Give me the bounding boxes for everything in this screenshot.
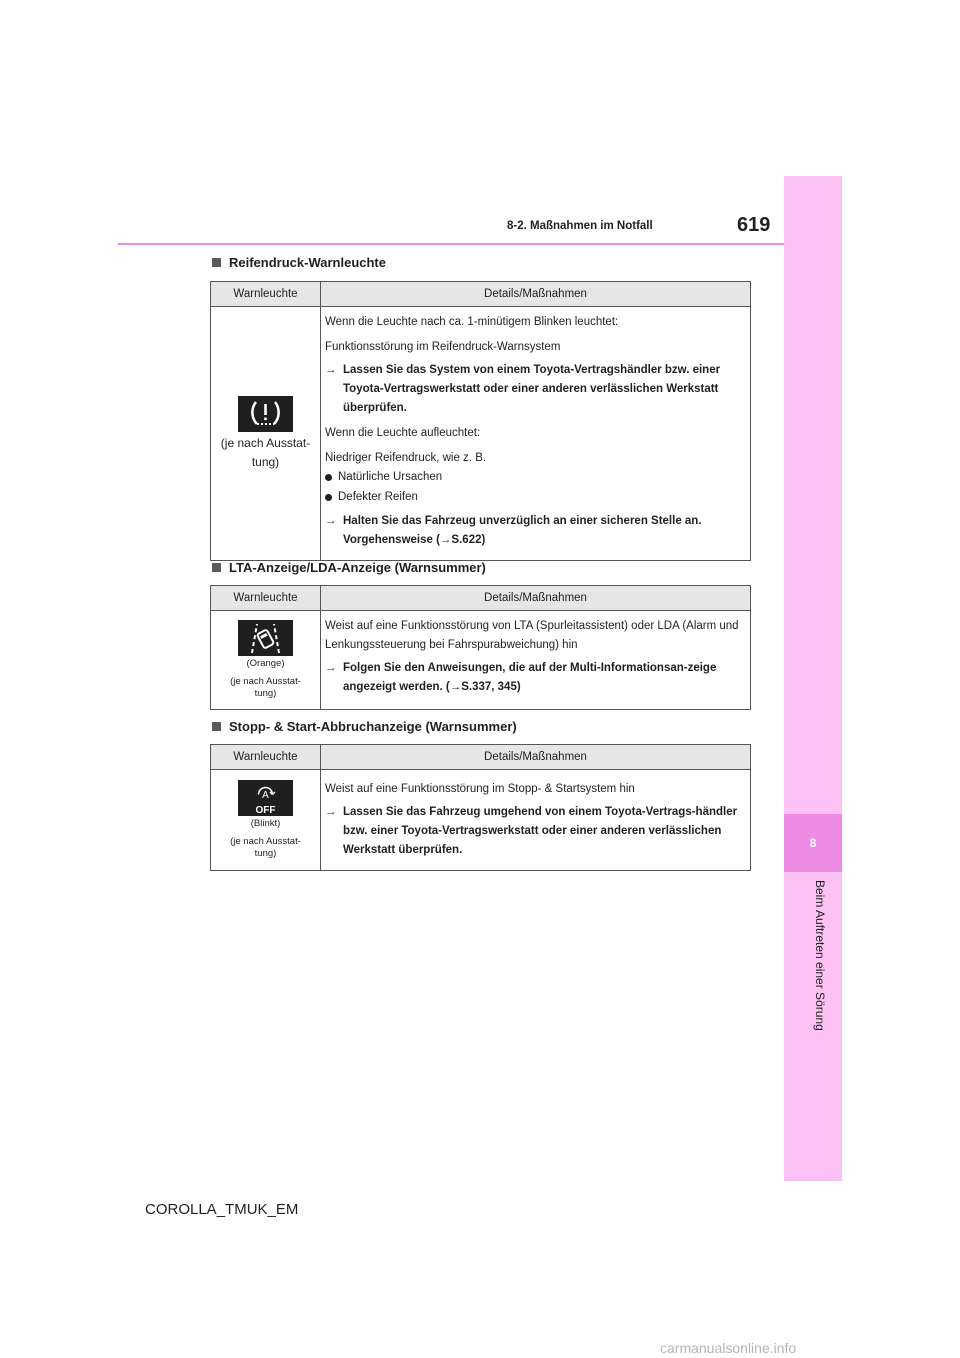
desc-text: Funktionsstörung im Reifendruck-Warnsystem bbox=[325, 341, 561, 353]
heading-lane-assist bbox=[212, 560, 486, 575]
section-title: 8-2. Maßnahmen im Notfall bbox=[507, 220, 653, 232]
icon-cell bbox=[211, 611, 321, 710]
col-header-details: Details/Maßnahmen bbox=[321, 745, 751, 770]
table-row bbox=[211, 307, 751, 561]
heading-text: Reifendruck-Warnleuchte bbox=[229, 255, 386, 270]
icon-caption: tung) bbox=[251, 454, 280, 469]
icon-caption: (je nach Ausstat- bbox=[220, 435, 311, 450]
col-header-warnleuchte: Warnleuchte bbox=[211, 745, 321, 770]
heading-square-icon bbox=[212, 722, 221, 731]
icon-caption: tung) bbox=[254, 848, 277, 859]
chapter-number: 8 bbox=[784, 814, 842, 872]
col-header-warnleuchte: Warnleuchte bbox=[211, 282, 321, 307]
desc-text: Niedriger Reifendruck, wie z. B. bbox=[325, 452, 487, 464]
heading-text: LTA-Anzeige/LDA-Anzeige (Warnsummer) bbox=[229, 560, 486, 575]
watermark: carmanualsonline.info bbox=[660, 1340, 797, 1356]
table-row bbox=[211, 611, 751, 710]
desc-text: Wenn die Leuchte aufleuchtet: bbox=[325, 427, 481, 439]
icon-caption: (Blinkt) bbox=[250, 818, 281, 829]
header-divider bbox=[118, 243, 784, 245]
action-item bbox=[325, 512, 746, 550]
col-header-details: Details/Maßnahmen bbox=[321, 586, 751, 611]
arrow-icon: → bbox=[325, 515, 337, 527]
table-row bbox=[211, 770, 751, 871]
heading-text: Stopp- & Start-Abbruchanzeige (Warnsummer) bbox=[229, 719, 517, 734]
desc-text: Weist auf eine Funktionsstörung von LTA (Spurleitassistent) oder LDA (Alarm und Lenkungssteuerung bei Fahrspurabweichung) hin bbox=[325, 620, 739, 651]
col-header-warnleuchte: Warnleuchte bbox=[211, 586, 321, 611]
arrow-icon: → bbox=[325, 364, 337, 376]
bullet-text: Natürliche Ursachen bbox=[338, 471, 443, 483]
heading-tire-pressure bbox=[212, 255, 386, 270]
icon-letter: A bbox=[262, 790, 269, 801]
bullet-text: Defekter Reifen bbox=[338, 491, 418, 503]
bullet-icon bbox=[325, 468, 338, 488]
chapter-title: Beim Auftreten einer Sörung bbox=[813, 880, 827, 1031]
action-text: Folgen Sie den Anweisungen, die auf der Multi-Informationsan-zeige angezeigt werden. (→S.337, 345) bbox=[343, 662, 717, 693]
arrow-icon: → bbox=[325, 662, 337, 674]
icon-cell bbox=[211, 770, 321, 871]
action-item bbox=[325, 659, 746, 697]
icon-caption: (je nach Ausstat- bbox=[230, 836, 301, 847]
details-cell bbox=[321, 611, 751, 710]
icon-caption: tung) bbox=[254, 688, 277, 699]
footer-model: COROLLA_TMUK_EM bbox=[145, 1201, 299, 1218]
bullet-item bbox=[325, 488, 746, 508]
desc-text: Weist auf eine Funktionsstörung im Stopp- & Startsystem hin bbox=[325, 783, 635, 795]
details-cell bbox=[321, 770, 751, 871]
icon-off-text: OFF bbox=[255, 805, 276, 816]
stop-start-off-icon bbox=[238, 780, 293, 816]
lane-assist-icon bbox=[238, 620, 293, 656]
table-header-row bbox=[211, 586, 751, 611]
bullet-icon bbox=[325, 488, 338, 508]
icon-caption: (Orange) bbox=[246, 658, 285, 669]
action-text: Lassen Sie das System von einem Toyota-Vertragshändler bzw. einer Toyota-Vertragswerkstatt oder einer anderen verlässlichen Werkstatt überprüfen. bbox=[343, 364, 721, 414]
details-cell bbox=[321, 307, 751, 561]
col-header-details: Details/Maßnahmen bbox=[321, 282, 751, 307]
bullet-item bbox=[325, 468, 746, 488]
desc-text: Wenn die Leuchte nach ca. 1-minütigem Blinken leuchtet: bbox=[325, 316, 619, 328]
action-item bbox=[325, 361, 746, 418]
action-item bbox=[325, 803, 746, 860]
table-lane-assist bbox=[210, 585, 751, 710]
page-number: 619 bbox=[737, 214, 771, 236]
action-text: Lassen Sie das Fahrzeug umgehend von einem Toyota-Vertrags-händler bzw. einer Toyota-Vertragswerkstatt oder einer anderen verlässlichen Werkstatt überprüfen. bbox=[343, 806, 738, 856]
heading-square-icon bbox=[212, 258, 221, 267]
heading-square-icon bbox=[212, 563, 221, 572]
table-header-row bbox=[211, 282, 751, 307]
action-text: Halten Sie das Fahrzeug unverzüglich an einer sicheren Stelle an. Vorgehensweise (→S.622) bbox=[343, 515, 702, 546]
heading-stop-start bbox=[212, 719, 517, 734]
tire-pressure-warning-icon bbox=[238, 396, 293, 432]
table-stop-start bbox=[210, 744, 751, 871]
icon-caption: (je nach Ausstat- bbox=[230, 676, 301, 687]
table-tire-pressure bbox=[210, 281, 751, 561]
icon-cell bbox=[211, 307, 321, 561]
table-header-row bbox=[211, 745, 751, 770]
arrow-icon: → bbox=[325, 806, 337, 818]
